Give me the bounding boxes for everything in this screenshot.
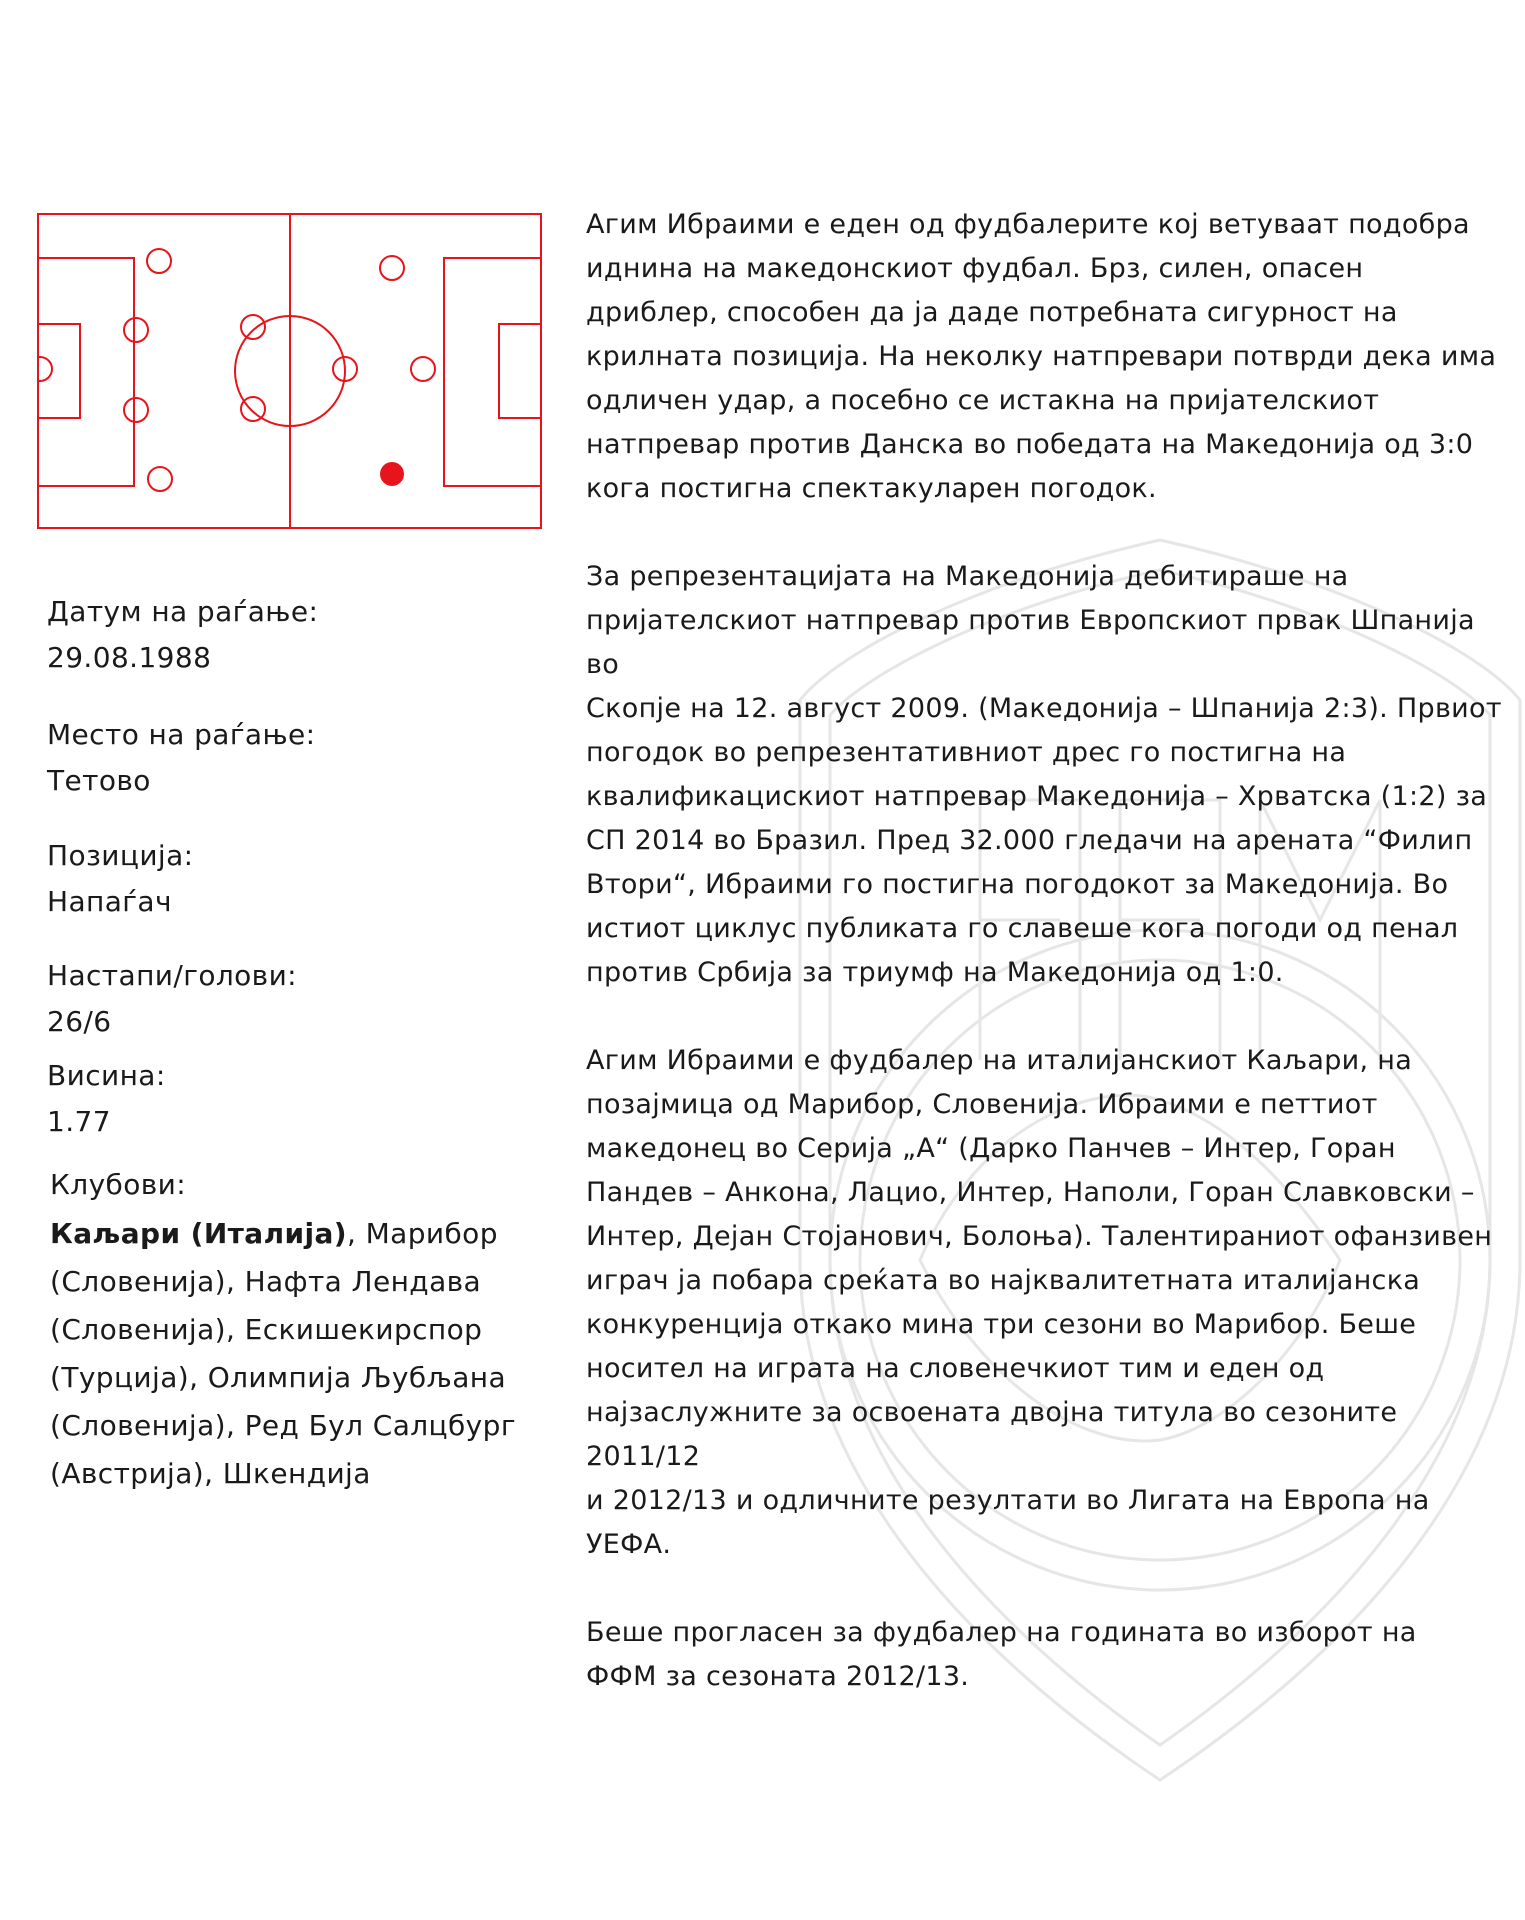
player-marker [411,357,435,381]
clubs-list [50,1210,520,1498]
position-value: Напаѓач [47,885,172,918]
position-label: Позиција: [47,839,194,872]
caps-goals-block [47,953,517,1045]
left-goal-box [38,324,80,418]
clubs-label: Клубови: [50,1168,187,1201]
right-penalty-box [444,258,541,486]
biography-paragraph: За репрезентацијата на Македонија дебитираше на пријателскиот натпревар против Европскиот првак Шпанија во Скопје на 12. август 2009. (Македонија – Шпанија 2:3). Првиот погодок во репрезентативниот дрес го постигна на квалификацискиот натпревар Македонија – Хрватска (1:2) за СП 2014 во Бразил. Пред 32.000 гледачи на арената “Филип Втори“, Ибраими го постигна погодокот за Македонија. Во истиот циклус публиката го славеше кога погоди од пенал против Србија за триумф на Македонија од 1:0. [586,561,1502,988]
player-marker [124,318,148,342]
birth-place-value: Тетово [47,764,151,797]
caps-goals-label: Настапи/голови: [47,959,298,992]
position-block [47,833,517,925]
player-marker [147,249,171,273]
biography-paragraph: Агим Ибраими е еден од фудбалерите кој ветуваат подобра иднина на македонскиот фудбал. Брз, силен, опасен дриблер, способен да ја даде потребната сигурност на крилната позиција. На неколку натпревари потврди дека има одличен удар, а посебно се истакна на пријателскиот натпревар против Данска во победата на Македонија од 3:0 кога постигна спектакуларен погодок. [586,209,1497,504]
birth-date-label: Датум на раѓање: [47,595,319,628]
caps-goals-value: 26/6 [47,1005,112,1038]
birth-date-block [47,589,517,681]
football-pitch-diagram [37,213,542,529]
height-value: 1.77 [47,1105,111,1138]
biography [586,203,1506,1743]
highlighted-player-marker [380,462,404,486]
former-clubs: , Марибор (Словенија), Нафта Лендава (Словенија), Ескишекирспор (Турција), Олимпија Љубљана (Словенија), Ред Бул Салцбург (Австрија), Шкендија [50,1217,516,1490]
player-marker [124,398,148,422]
player-marker [241,397,265,421]
clubs-label-block [50,1162,520,1208]
right-goal-box [499,324,541,418]
biography-paragraph: Агим Ибраими е фудбалер на италијанскиот Каљари, на позајмица од Марибор, Словенија. Ибраими е петтиот македонец во Серија „А“ (Дарко Панчев – Интер, Горан Пандев – Анкона, Лацио, Интер, Наполи, Горан Славковски – Интер, Дејан Стојанович, Болоња). Талентираниот офанзивен играч ја побара среќата во најквалитетната италијанска конкуренција откако мина три сезони во Марибор. Беше носител на играта на словенечкиот тим и еден од најзаслужните за освоената двојна титула во сезоните 2011/12 и 2012/13 и одличните резултати во Лигата на Европа на УЕФА. [586,1045,1493,1560]
player-marker [37,357,52,381]
birth-date-value: 29.08.1988 [47,641,212,674]
birth-place-label: Место на раѓање: [47,718,316,751]
player-marker [241,315,265,339]
player-marker [148,467,172,491]
player-marker [380,256,404,280]
biography-paragraph: Беше прогласен за фудбалер на годината во изборот на ФФМ за сезоната 2012/13. [586,1617,1417,1692]
height-label: Висина: [47,1059,166,1092]
birth-place-block [47,712,517,804]
current-club: Каљари (Италија) [50,1217,348,1250]
height-block [47,1053,517,1145]
